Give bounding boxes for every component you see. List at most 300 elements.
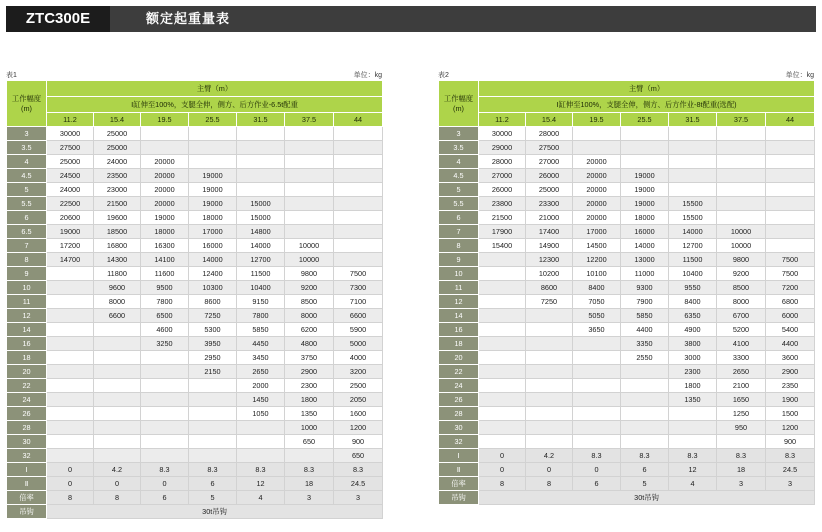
- radius-cell: 5: [7, 183, 47, 197]
- capacity-cell: [669, 435, 717, 449]
- capacity-cell: 19600: [94, 211, 141, 225]
- capacity-cell: 10000: [285, 239, 334, 253]
- capacity-cell: 28000: [479, 155, 526, 169]
- capacity-cell: [94, 435, 141, 449]
- extension-cell: 8: [479, 477, 526, 491]
- capacity-cell: [285, 449, 334, 463]
- table-row: [439, 239, 815, 253]
- capacity-cell: [141, 365, 189, 379]
- table-row: [7, 155, 383, 169]
- extension-cell: 6: [141, 491, 189, 505]
- capacity-cell: 650: [334, 449, 383, 463]
- capacity-cell: 23000: [94, 183, 141, 197]
- capacity-cell: 7100: [334, 295, 383, 309]
- capacity-cell: 10200: [526, 267, 573, 281]
- boom-length: 44: [766, 113, 815, 127]
- extension-row: [7, 463, 383, 477]
- model-name: ZTC300E: [6, 6, 110, 32]
- capacity-cell: 30000: [479, 127, 526, 141]
- radius-cell: 28: [439, 407, 479, 421]
- capacity-cell: 9600: [94, 281, 141, 295]
- capacity-cell: 14000: [669, 225, 717, 239]
- capacity-cell: [621, 393, 669, 407]
- capacity-cell: [526, 421, 573, 435]
- capacity-cell: [47, 435, 94, 449]
- extension-cell: 24.5: [766, 463, 815, 477]
- capacity-cell: 2650: [717, 365, 766, 379]
- capacity-cell: [141, 141, 189, 155]
- capacity-cell: 18000: [621, 211, 669, 225]
- radius-cell: 22: [439, 365, 479, 379]
- capacity-cell: 25000: [94, 127, 141, 141]
- extension-cell: 6: [621, 463, 669, 477]
- table-row: [7, 309, 383, 323]
- extension-cell: 3: [285, 491, 334, 505]
- capacity-cell: 1900: [766, 393, 815, 407]
- capacity-cell: 25000: [47, 155, 94, 169]
- capacity-cell: 5300: [189, 323, 237, 337]
- capacity-cell: [189, 407, 237, 421]
- capacity-cell: 25000: [526, 183, 573, 197]
- extension-cell: 3: [334, 491, 383, 505]
- capacity-cell: [717, 141, 766, 155]
- boom-label-row: [7, 81, 383, 97]
- capacity-cell: 3650: [573, 323, 621, 337]
- table-row: [7, 337, 383, 351]
- radius-cell: 14: [7, 323, 47, 337]
- capacity-cell: 4100: [717, 337, 766, 351]
- capacity-cell: [141, 421, 189, 435]
- capacity-cell: 14000: [621, 239, 669, 253]
- capacity-cell: 25000: [94, 141, 141, 155]
- capacity-cell: [47, 267, 94, 281]
- capacity-cell: 8600: [189, 295, 237, 309]
- table-row: [7, 379, 383, 393]
- capacity-cell: [334, 253, 383, 267]
- table-row: [7, 449, 383, 463]
- radius-cell: 16: [439, 323, 479, 337]
- capacity-cell: 5900: [334, 323, 383, 337]
- boom-label: 主臂（m）: [479, 81, 815, 97]
- capacity-cell: [237, 449, 285, 463]
- radius-cell: 5.5: [439, 197, 479, 211]
- capacity-cell: 16800: [94, 239, 141, 253]
- capacity-cell: 17900: [479, 225, 526, 239]
- capacity-cell: [479, 309, 526, 323]
- capacity-cell: 2650: [237, 365, 285, 379]
- capacity-cell: [334, 239, 383, 253]
- capacity-cell: 18000: [189, 211, 237, 225]
- extension-row: [7, 477, 383, 491]
- capacity-cell: 17200: [47, 239, 94, 253]
- capacity-cell: [285, 169, 334, 183]
- table-row: [7, 281, 383, 295]
- capacity-cell: 3600: [766, 351, 815, 365]
- capacity-cell: 2550: [621, 351, 669, 365]
- capacity-cell: 1200: [766, 421, 815, 435]
- capacity-cell: 29000: [479, 141, 526, 155]
- capacity-cell: [141, 449, 189, 463]
- boom-length: 31.5: [669, 113, 717, 127]
- radius-cell: 4: [439, 155, 479, 169]
- capacity-cell: 17400: [526, 225, 573, 239]
- capacity-cell: [621, 379, 669, 393]
- capacity-cell: 12400: [189, 267, 237, 281]
- capacity-cell: [237, 421, 285, 435]
- extension-label: 倍率: [7, 491, 47, 505]
- capacity-cell: 9500: [141, 281, 189, 295]
- table-row: [7, 421, 383, 435]
- table-row: [439, 253, 815, 267]
- capacity-cell: 6350: [669, 309, 717, 323]
- table-row: [7, 351, 383, 365]
- extension-label: Ⅰ: [7, 463, 47, 477]
- boom-length: 37.5: [717, 113, 766, 127]
- hook-value: 30t吊钩: [479, 491, 815, 505]
- table-row: [7, 141, 383, 155]
- capacity-cell: 10000: [717, 225, 766, 239]
- capacity-cell: 1350: [669, 393, 717, 407]
- hook-label: 吊钩: [7, 505, 47, 519]
- capacity-cell: 6000: [766, 309, 815, 323]
- capacity-cell: 4900: [669, 323, 717, 337]
- capacity-cell: 21500: [479, 211, 526, 225]
- capacity-cell: 20000: [573, 197, 621, 211]
- extension-cell: 6: [573, 477, 621, 491]
- table-row: [439, 211, 815, 225]
- capacity-cell: [189, 127, 237, 141]
- extension-cell: 0: [141, 477, 189, 491]
- page-title: 额定起重量表: [146, 11, 231, 26]
- capacity-cell: 9300: [621, 281, 669, 295]
- radius-cell: 20: [439, 351, 479, 365]
- capacity-cell: 24500: [47, 169, 94, 183]
- capacity-cell: [94, 393, 141, 407]
- table-row: [7, 365, 383, 379]
- capacity-cell: 27500: [526, 141, 573, 155]
- table-row: [439, 183, 815, 197]
- capacity-cell: 9150: [237, 295, 285, 309]
- capacity-cell: [479, 407, 526, 421]
- capacity-cell: 10100: [573, 267, 621, 281]
- table2-caption: 表2: [438, 72, 449, 79]
- capacity-cell: [141, 407, 189, 421]
- radius-cell: 7: [7, 239, 47, 253]
- capacity-cell: 2950: [189, 351, 237, 365]
- table-row: [7, 267, 383, 281]
- capacity-cell: [94, 351, 141, 365]
- extension-cell: 8.3: [669, 449, 717, 463]
- extension-cell: 4.2: [94, 463, 141, 477]
- radius-cell: 3: [7, 127, 47, 141]
- table-row: [439, 155, 815, 169]
- load-chart-table-2: [438, 80, 815, 505]
- capacity-cell: [189, 141, 237, 155]
- capacity-cell: 4450: [237, 337, 285, 351]
- capacity-cell: [526, 435, 573, 449]
- extension-cell: 8.3: [717, 449, 766, 463]
- table-row: [7, 295, 383, 309]
- capacity-cell: 5050: [573, 309, 621, 323]
- table-row: [439, 365, 815, 379]
- radius-cell: 11: [439, 281, 479, 295]
- capacity-cell: [621, 435, 669, 449]
- capacity-cell: [47, 309, 94, 323]
- extension-cell: 8: [94, 491, 141, 505]
- capacity-cell: 5200: [717, 323, 766, 337]
- radius-cell: 6: [7, 211, 47, 225]
- extension-label: Ⅱ: [7, 477, 47, 491]
- boom-length: 11.2: [47, 113, 94, 127]
- capacity-cell: [94, 421, 141, 435]
- capacity-cell: 5850: [621, 309, 669, 323]
- capacity-cell: 7250: [189, 309, 237, 323]
- boom-length: 31.5: [237, 113, 285, 127]
- capacity-cell: [237, 141, 285, 155]
- radius-cell: 32: [7, 449, 47, 463]
- extension-cell: 0: [94, 477, 141, 491]
- working-condition: Ⅰ缸伸至100%，支腿全伸，侧方、后方作业-8t配重(选配): [479, 97, 815, 113]
- capacity-cell: 15000: [237, 197, 285, 211]
- extension-cell: 0: [526, 463, 573, 477]
- capacity-cell: [526, 351, 573, 365]
- extension-cell: 8.3: [334, 463, 383, 477]
- table-row: [7, 183, 383, 197]
- capacity-cell: 8000: [717, 295, 766, 309]
- capacity-cell: 23800: [479, 197, 526, 211]
- capacity-cell: 12700: [237, 253, 285, 267]
- capacity-cell: 23500: [94, 169, 141, 183]
- extension-cell: 0: [479, 463, 526, 477]
- capacity-cell: [334, 127, 383, 141]
- boom-length: 15.4: [526, 113, 573, 127]
- capacity-cell: [47, 323, 94, 337]
- hook-label: 吊钩: [439, 491, 479, 505]
- capacity-cell: 18000: [141, 225, 189, 239]
- radius-cell: 8: [7, 253, 47, 267]
- extension-cell: 8.3: [621, 449, 669, 463]
- capacity-cell: [47, 421, 94, 435]
- capacity-cell: 5000: [334, 337, 383, 351]
- capacity-cell: [621, 421, 669, 435]
- capacity-cell: [189, 449, 237, 463]
- radius-cell: 6: [439, 211, 479, 225]
- capacity-cell: [573, 351, 621, 365]
- capacity-cell: 4000: [334, 351, 383, 365]
- capacity-cell: 26000: [526, 169, 573, 183]
- radius-cell: 6.5: [7, 225, 47, 239]
- table-row: [439, 197, 815, 211]
- extension-cell: 8: [47, 491, 94, 505]
- capacity-cell: 19000: [141, 211, 189, 225]
- capacity-cell: 16000: [621, 225, 669, 239]
- capacity-cell: [285, 127, 334, 141]
- capacity-cell: 19000: [621, 197, 669, 211]
- capacity-cell: 10300: [189, 281, 237, 295]
- capacity-cell: 5850: [237, 323, 285, 337]
- capacity-cell: 1600: [334, 407, 383, 421]
- capacity-cell: 15000: [237, 211, 285, 225]
- boom-label-row: [439, 81, 815, 97]
- capacity-cell: 2050: [334, 393, 383, 407]
- table-row: [439, 295, 815, 309]
- capacity-cell: 21500: [94, 197, 141, 211]
- capacity-cell: 3950: [189, 337, 237, 351]
- capacity-cell: 20000: [573, 169, 621, 183]
- capacity-cell: 9800: [717, 253, 766, 267]
- table-row: [439, 323, 815, 337]
- capacity-cell: 19000: [621, 169, 669, 183]
- capacity-cell: [526, 365, 573, 379]
- capacity-cell: [717, 169, 766, 183]
- extension-cell: 8.3: [189, 463, 237, 477]
- capacity-cell: 2000: [237, 379, 285, 393]
- capacity-cell: 1050: [237, 407, 285, 421]
- capacity-cell: 900: [766, 435, 815, 449]
- capacity-cell: 7050: [573, 295, 621, 309]
- capacity-cell: 4800: [285, 337, 334, 351]
- table-row: [7, 169, 383, 183]
- capacity-cell: 7800: [141, 295, 189, 309]
- extension-cell: 12: [237, 477, 285, 491]
- capacity-cell: 10400: [669, 267, 717, 281]
- capacity-cell: [766, 183, 815, 197]
- capacity-cell: [334, 155, 383, 169]
- capacity-cell: [141, 379, 189, 393]
- capacity-cell: 19000: [189, 197, 237, 211]
- capacity-cell: 14500: [573, 239, 621, 253]
- hook-row: [7, 505, 383, 519]
- capacity-cell: [47, 393, 94, 407]
- capacity-cell: 20000: [573, 211, 621, 225]
- capacity-cell: 20000: [141, 197, 189, 211]
- capacity-cell: 22500: [47, 197, 94, 211]
- radius-cell: 14: [439, 309, 479, 323]
- capacity-cell: [94, 337, 141, 351]
- capacity-cell: [479, 351, 526, 365]
- capacity-cell: 1500: [766, 407, 815, 421]
- table-row: [439, 141, 815, 155]
- radius-cell: 4: [7, 155, 47, 169]
- capacity-cell: 10000: [285, 253, 334, 267]
- capacity-cell: [189, 435, 237, 449]
- capacity-cell: 26000: [479, 183, 526, 197]
- hook-row: [439, 491, 815, 505]
- capacity-cell: 11500: [237, 267, 285, 281]
- radius-cell: 20: [7, 365, 47, 379]
- extension-cell: 3: [766, 477, 815, 491]
- radius-cell: 12: [439, 295, 479, 309]
- capacity-cell: 7500: [766, 253, 815, 267]
- capacity-cell: 9200: [717, 267, 766, 281]
- capacity-cell: [47, 337, 94, 351]
- capacity-cell: 7250: [526, 295, 573, 309]
- boom-length: 44: [334, 113, 383, 127]
- radius-cell: 32: [439, 435, 479, 449]
- capacity-cell: 2350: [766, 379, 815, 393]
- capacity-cell: 7500: [766, 267, 815, 281]
- capacity-cell: 2300: [285, 379, 334, 393]
- extension-cell: 12: [669, 463, 717, 477]
- capacity-cell: 8000: [285, 309, 334, 323]
- capacity-cell: [47, 295, 94, 309]
- radius-cell: 18: [7, 351, 47, 365]
- capacity-cell: [479, 435, 526, 449]
- capacity-cell: [621, 155, 669, 169]
- capacity-cell: 14800: [237, 225, 285, 239]
- capacity-cell: [237, 127, 285, 141]
- capacity-cell: [479, 267, 526, 281]
- extension-cell: 8.3: [141, 463, 189, 477]
- capacity-cell: 14700: [47, 253, 94, 267]
- capacity-cell: 7200: [766, 281, 815, 295]
- table1-caption: 表1: [6, 72, 17, 79]
- capacity-cell: [479, 295, 526, 309]
- capacity-cell: [285, 197, 334, 211]
- capacity-cell: [669, 421, 717, 435]
- capacity-cell: 2300: [669, 365, 717, 379]
- capacity-cell: [47, 407, 94, 421]
- capacity-cell: [285, 183, 334, 197]
- capacity-cell: [766, 155, 815, 169]
- capacity-cell: 15500: [669, 211, 717, 225]
- capacity-cell: 6600: [94, 309, 141, 323]
- capacity-cell: 11000: [621, 267, 669, 281]
- capacity-cell: [334, 169, 383, 183]
- radius-header: 工作幅度 (m): [439, 81, 479, 127]
- capacity-cell: 13000: [621, 253, 669, 267]
- radius-cell: 26: [7, 407, 47, 421]
- capacity-cell: 16300: [141, 239, 189, 253]
- boom-length-row: [7, 113, 383, 127]
- capacity-cell: 950: [717, 421, 766, 435]
- capacity-cell: [573, 421, 621, 435]
- capacity-cell: 11600: [141, 267, 189, 281]
- capacity-cell: [237, 183, 285, 197]
- capacity-cell: [766, 127, 815, 141]
- boom-label: 主臂（m）: [47, 81, 383, 97]
- capacity-cell: [573, 337, 621, 351]
- extension-row: [439, 463, 815, 477]
- capacity-cell: [717, 211, 766, 225]
- boom-length: 19.5: [573, 113, 621, 127]
- capacity-cell: [526, 407, 573, 421]
- capacity-cell: [141, 393, 189, 407]
- table-row: [439, 225, 815, 239]
- capacity-cell: 12700: [669, 239, 717, 253]
- capacity-cell: [621, 127, 669, 141]
- radius-cell: 18: [439, 337, 479, 351]
- capacity-cell: 14900: [526, 239, 573, 253]
- capacity-cell: 8400: [669, 295, 717, 309]
- capacity-cell: 3750: [285, 351, 334, 365]
- table-row: [439, 169, 815, 183]
- capacity-cell: 19000: [47, 225, 94, 239]
- capacity-cell: 9200: [285, 281, 334, 295]
- radius-cell: 3.5: [7, 141, 47, 155]
- table1-unit: 单位：kg: [353, 72, 382, 79]
- capacity-cell: [766, 169, 815, 183]
- capacity-cell: [94, 449, 141, 463]
- boom-length: 11.2: [479, 113, 526, 127]
- table-row: [439, 309, 815, 323]
- capacity-cell: 4600: [141, 323, 189, 337]
- capacity-cell: [669, 127, 717, 141]
- capacity-cell: 27500: [47, 141, 94, 155]
- capacity-cell: [669, 407, 717, 421]
- extension-row: [439, 477, 815, 491]
- capacity-cell: 18500: [94, 225, 141, 239]
